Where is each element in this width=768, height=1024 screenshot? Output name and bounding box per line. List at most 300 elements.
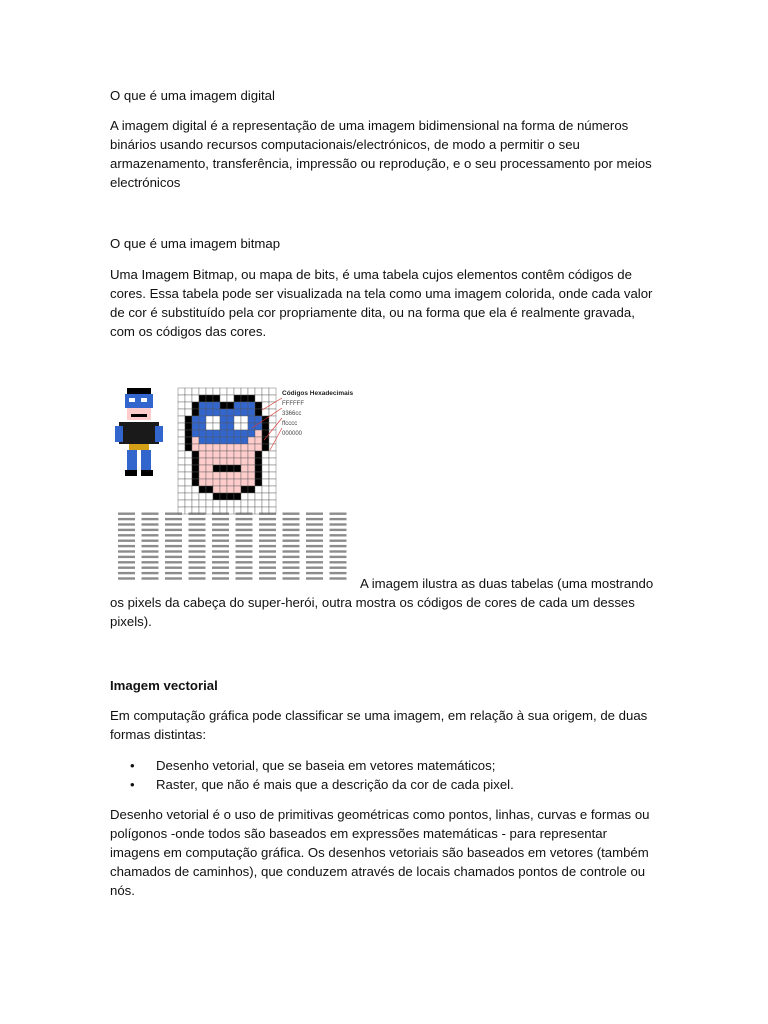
pixel-cell bbox=[262, 423, 269, 430]
pixel-cell bbox=[262, 493, 269, 500]
pixel-cell bbox=[220, 458, 227, 465]
pixel-cell bbox=[241, 409, 248, 416]
pixel-cell bbox=[192, 493, 199, 500]
pixel-cell bbox=[241, 395, 248, 402]
hex-cell bbox=[236, 529, 253, 531]
pixel-cell bbox=[262, 409, 269, 416]
pixel-cell bbox=[178, 402, 185, 409]
bitmap-figure bbox=[110, 385, 360, 587]
pixel-cell bbox=[269, 500, 276, 507]
bullet-icon: • bbox=[130, 758, 135, 773]
pixel-cell bbox=[248, 444, 255, 451]
hex-cell bbox=[118, 545, 135, 547]
hex-cell bbox=[212, 529, 229, 531]
hex-cell bbox=[306, 550, 323, 552]
hex-cell bbox=[283, 567, 300, 569]
hex-cell bbox=[189, 529, 206, 531]
pixel-cell bbox=[227, 444, 234, 451]
hex-cell bbox=[306, 561, 323, 563]
pixel-cell bbox=[227, 395, 234, 402]
pixel-cell bbox=[199, 458, 206, 465]
paragraph-digital-image: A imagem digital é a representação de uma imagem bidimensional na forma de números binários usando recursos computacionais/electrónicos, de modo a permitir o seu armazenamento, transferência, impressão ou reprodução, e o seu processamento por meios electrónicos bbox=[110, 118, 652, 190]
pixel-cell bbox=[241, 402, 248, 409]
pixel-cell bbox=[255, 465, 262, 472]
pixel-cell bbox=[178, 444, 185, 451]
hex-cell bbox=[236, 567, 253, 569]
pixel-cell bbox=[248, 416, 255, 423]
pixel-cell bbox=[248, 493, 255, 500]
pixel-cell bbox=[192, 444, 199, 451]
hex-cell bbox=[330, 561, 347, 563]
hex-cell bbox=[165, 513, 182, 515]
pixel-cell bbox=[220, 472, 227, 479]
pixel-cell bbox=[269, 472, 276, 479]
pixel-cell bbox=[255, 437, 262, 444]
pixel-cell bbox=[227, 437, 234, 444]
pixel-cell bbox=[178, 465, 185, 472]
pixel-cell bbox=[262, 444, 269, 451]
pixel-cell bbox=[262, 395, 269, 402]
pixel-cell bbox=[178, 416, 185, 423]
pixel-cell bbox=[227, 451, 234, 458]
pixel-cell bbox=[213, 395, 220, 402]
pixel-cell bbox=[192, 402, 199, 409]
pixel-cell bbox=[269, 395, 276, 402]
pixel-cell bbox=[185, 437, 192, 444]
pixel-cell bbox=[234, 444, 241, 451]
pixel-cell bbox=[185, 493, 192, 500]
pixel-cell bbox=[220, 416, 227, 423]
pixel-cell bbox=[220, 465, 227, 472]
heading-digital-image: O que é uma imagem digital bbox=[110, 88, 275, 103]
pixel-cell bbox=[220, 500, 227, 507]
pixel-cell bbox=[178, 472, 185, 479]
pixel-cell bbox=[227, 472, 234, 479]
hex-cell bbox=[165, 561, 182, 563]
hex-cell bbox=[259, 534, 276, 536]
pixel-cell bbox=[241, 388, 248, 395]
pixel-cell bbox=[234, 388, 241, 395]
pixel-cell bbox=[255, 444, 262, 451]
pixel-cell bbox=[255, 409, 262, 416]
pixel-cell bbox=[178, 493, 185, 500]
pixel-cell bbox=[227, 493, 234, 500]
hex-cell bbox=[306, 556, 323, 558]
hex-cell bbox=[283, 529, 300, 531]
bullet-icon: • bbox=[130, 777, 135, 792]
hex-cell bbox=[330, 540, 347, 542]
hex-cell bbox=[118, 534, 135, 536]
legend-title: Códigos Hexadecimais bbox=[282, 390, 354, 397]
pixel-cell bbox=[248, 472, 255, 479]
hex-cell bbox=[283, 523, 300, 525]
hex-cell bbox=[212, 550, 229, 552]
pixel-cell bbox=[234, 402, 241, 409]
legend-code-2: 3366cc bbox=[282, 411, 302, 417]
pixel-cell bbox=[248, 395, 255, 402]
pixel-cell bbox=[255, 500, 262, 507]
pixel-cell bbox=[206, 472, 213, 479]
pixel-cell bbox=[234, 479, 241, 486]
pixel-cell bbox=[192, 472, 199, 479]
hex-cell bbox=[236, 556, 253, 558]
legend-code-4: 000000 bbox=[282, 431, 303, 437]
pixel-cell bbox=[206, 409, 213, 416]
pixel-cell bbox=[234, 493, 241, 500]
hex-cell bbox=[259, 523, 276, 525]
pixel-cell bbox=[206, 451, 213, 458]
pixel-cell bbox=[220, 395, 227, 402]
pixel-cell bbox=[192, 465, 199, 472]
pixel-cell bbox=[206, 430, 213, 437]
pixel-cell bbox=[185, 395, 192, 402]
hex-cell bbox=[189, 534, 206, 536]
hex-cell bbox=[259, 567, 276, 569]
pixel-cell bbox=[213, 465, 220, 472]
pixel-cell bbox=[185, 430, 192, 437]
pixel-cell bbox=[206, 507, 213, 514]
hex-cell bbox=[165, 518, 182, 520]
pixel-cell bbox=[185, 416, 192, 423]
pixel-cell bbox=[262, 500, 269, 507]
pixel-cell bbox=[192, 486, 199, 493]
pixel-cell bbox=[262, 465, 269, 472]
pixel-cell bbox=[192, 451, 199, 458]
hex-cell bbox=[189, 556, 206, 558]
pixel-cell bbox=[262, 451, 269, 458]
hex-cell bbox=[330, 529, 347, 531]
pixel-cell bbox=[192, 458, 199, 465]
hex-cell bbox=[165, 523, 182, 525]
pixel-cell bbox=[213, 430, 220, 437]
pixel-cell bbox=[185, 409, 192, 416]
pixel-cell bbox=[192, 409, 199, 416]
hex-cell bbox=[259, 550, 276, 552]
hex-cell bbox=[142, 518, 159, 520]
pixel-cell bbox=[206, 479, 213, 486]
pixel-cell bbox=[255, 395, 262, 402]
hex-cell bbox=[259, 556, 276, 558]
hex-cell bbox=[212, 545, 229, 547]
pixel-cell bbox=[234, 486, 241, 493]
hex-cell bbox=[259, 540, 276, 542]
hex-cell bbox=[212, 556, 229, 558]
pixel-cell bbox=[220, 423, 227, 430]
pixel-cell bbox=[213, 486, 220, 493]
pixel-cell bbox=[255, 430, 262, 437]
pixel-cell bbox=[213, 409, 220, 416]
pixel-cell bbox=[185, 402, 192, 409]
pixel-cell bbox=[192, 430, 199, 437]
hex-cell bbox=[236, 561, 253, 563]
hex-cell bbox=[118, 550, 135, 552]
pixel-cell bbox=[213, 500, 220, 507]
paragraph-vector-definition: Desenho vetorial é o uso de primitivas geométricas como pontos, linhas, curvas e formas ou polígonos -onde todos são baseados em expressões matemáticas - para representar imagens em computação gráfica. Os desenhos vetoriais são baseados em vetores (também chamados de caminhos), que conduzem através de locais chamados pontos de controle ou nós. bbox=[110, 807, 650, 898]
pixel-cell bbox=[199, 479, 206, 486]
pixel-cell bbox=[213, 388, 220, 395]
pixel-cell bbox=[248, 388, 255, 395]
pixel-cell bbox=[178, 479, 185, 486]
hex-cell bbox=[142, 529, 159, 531]
pixel-cell bbox=[262, 430, 269, 437]
hex-cell bbox=[283, 540, 300, 542]
hex-cell bbox=[165, 540, 182, 542]
hex-cell bbox=[189, 540, 206, 542]
hex-cell bbox=[283, 513, 300, 515]
pixel-cell bbox=[199, 402, 206, 409]
pixel-cell bbox=[248, 500, 255, 507]
pixel-cell bbox=[234, 423, 241, 430]
hex-cell bbox=[165, 545, 182, 547]
hex-cell bbox=[118, 529, 135, 531]
pixel-cell bbox=[241, 486, 248, 493]
hex-cell bbox=[330, 518, 347, 520]
pixel-cell bbox=[269, 479, 276, 486]
figure-caption-block bbox=[110, 574, 660, 631]
pixel-cell bbox=[227, 486, 234, 493]
pixel-cell bbox=[220, 402, 227, 409]
hex-cell bbox=[306, 518, 323, 520]
pixel-cell bbox=[199, 451, 206, 458]
pixel-cell bbox=[206, 395, 213, 402]
pixel-cell bbox=[262, 486, 269, 493]
hex-cell bbox=[259, 518, 276, 520]
pixel-cell bbox=[220, 493, 227, 500]
hex-cell bbox=[212, 567, 229, 569]
pixel-cell bbox=[199, 444, 206, 451]
list-item: • Raster, que não é mais que a descrição da cor de cada pixel. bbox=[130, 777, 514, 792]
pixel-cell bbox=[185, 465, 192, 472]
pixel-cell bbox=[206, 388, 213, 395]
pixel-cell bbox=[178, 458, 185, 465]
pixel-cell bbox=[206, 500, 213, 507]
hex-cell bbox=[165, 529, 182, 531]
pixel-cell bbox=[185, 388, 192, 395]
pixel-cell bbox=[213, 416, 220, 423]
pixel-cell bbox=[192, 500, 199, 507]
pixel-cell bbox=[178, 486, 185, 493]
pixel-cell bbox=[206, 486, 213, 493]
legend-code-3: ffcccc bbox=[282, 421, 298, 427]
hex-cell bbox=[236, 518, 253, 520]
pixel-cell bbox=[199, 423, 206, 430]
pixel-cell bbox=[192, 423, 199, 430]
hex-cell bbox=[283, 556, 300, 558]
pixel-cell bbox=[185, 479, 192, 486]
hex-cell bbox=[165, 534, 182, 536]
hex-cell bbox=[306, 540, 323, 542]
hex-cell bbox=[212, 518, 229, 520]
pixel-cell bbox=[255, 458, 262, 465]
bitmap-figure-svg bbox=[110, 385, 360, 587]
hex-cell bbox=[189, 561, 206, 563]
hex-cell bbox=[142, 556, 159, 558]
pixel-cell bbox=[220, 430, 227, 437]
pixel-cell bbox=[213, 437, 220, 444]
pixel-cell bbox=[255, 472, 262, 479]
pixel-cell bbox=[192, 395, 199, 402]
hex-cell bbox=[236, 513, 253, 515]
hex-cell bbox=[212, 523, 229, 525]
heading-bitmap: O que é uma imagem bitmap bbox=[110, 236, 281, 251]
pixel-cell bbox=[178, 423, 185, 430]
hex-cell bbox=[236, 545, 253, 547]
hex-cell bbox=[142, 545, 159, 547]
pixel-cell bbox=[213, 493, 220, 500]
pixel-cell bbox=[185, 472, 192, 479]
pixel-cell bbox=[269, 465, 276, 472]
pixel-grid bbox=[178, 388, 276, 514]
pixel-cell bbox=[241, 416, 248, 423]
pixel-cell bbox=[269, 416, 276, 423]
pixel-cell bbox=[206, 437, 213, 444]
pixel-cell bbox=[234, 395, 241, 402]
pixel-cell bbox=[220, 388, 227, 395]
hex-cell bbox=[306, 545, 323, 547]
pixel-cell bbox=[227, 430, 234, 437]
pixel-cell bbox=[255, 423, 262, 430]
pixel-cell bbox=[234, 437, 241, 444]
pixel-cell bbox=[227, 409, 234, 416]
pixel-cell bbox=[185, 486, 192, 493]
pixel-cell bbox=[255, 479, 262, 486]
pixel-cell bbox=[185, 423, 192, 430]
pixel-cell bbox=[213, 479, 220, 486]
pixel-cell bbox=[206, 493, 213, 500]
pixel-cell bbox=[255, 388, 262, 395]
pixel-cell bbox=[213, 402, 220, 409]
pixel-cell bbox=[234, 430, 241, 437]
pixel-cell bbox=[255, 493, 262, 500]
legend-code-1: FFFFFF bbox=[282, 401, 304, 407]
pixel-cell bbox=[234, 416, 241, 423]
pixel-cell bbox=[220, 451, 227, 458]
hex-cell bbox=[142, 540, 159, 542]
pixel-cell bbox=[192, 388, 199, 395]
pixel-cell bbox=[206, 465, 213, 472]
pixel-cell bbox=[234, 458, 241, 465]
pixel-cell bbox=[199, 493, 206, 500]
pixel-cell bbox=[185, 458, 192, 465]
pixel-cell bbox=[220, 444, 227, 451]
pixel-cell bbox=[220, 409, 227, 416]
pixel-cell bbox=[220, 479, 227, 486]
hex-cell bbox=[118, 518, 135, 520]
hex-cell bbox=[283, 561, 300, 563]
pixel-cell bbox=[192, 437, 199, 444]
pixel-cell bbox=[241, 444, 248, 451]
pixel-cell bbox=[199, 465, 206, 472]
pixel-cell bbox=[220, 486, 227, 493]
hex-cell bbox=[165, 556, 182, 558]
hex-cell bbox=[212, 561, 229, 563]
hex-cell bbox=[236, 540, 253, 542]
pixel-cell bbox=[241, 479, 248, 486]
hex-cell bbox=[259, 513, 276, 515]
pixel-cell bbox=[178, 430, 185, 437]
pixel-cell bbox=[227, 479, 234, 486]
hex-cell bbox=[283, 518, 300, 520]
pixel-cell bbox=[185, 500, 192, 507]
hex-cell bbox=[259, 529, 276, 531]
pixel-cell bbox=[234, 409, 241, 416]
pixel-cell bbox=[234, 465, 241, 472]
hex-cell bbox=[236, 523, 253, 525]
pixel-cell bbox=[199, 388, 206, 395]
pixel-cell bbox=[248, 465, 255, 472]
pixel-cell bbox=[178, 437, 185, 444]
pixel-cell bbox=[178, 500, 185, 507]
pixel-cell bbox=[262, 388, 269, 395]
hex-cell bbox=[165, 567, 182, 569]
pixel-cell bbox=[227, 416, 234, 423]
hex-cell bbox=[330, 550, 347, 552]
hex-cell bbox=[306, 534, 323, 536]
pixel-cell bbox=[213, 458, 220, 465]
pixel-cell bbox=[234, 500, 241, 507]
pixel-cell bbox=[199, 500, 206, 507]
hex-cell bbox=[330, 513, 347, 515]
pixel-cell bbox=[262, 479, 269, 486]
pixel-cell bbox=[213, 423, 220, 430]
hex-cell bbox=[189, 567, 206, 569]
pixel-cell bbox=[269, 486, 276, 493]
pixel-cell bbox=[213, 451, 220, 458]
pixel-cell bbox=[227, 458, 234, 465]
hex-cell bbox=[165, 550, 182, 552]
pixel-cell bbox=[241, 500, 248, 507]
hex-cell bbox=[212, 540, 229, 542]
hex-cell bbox=[306, 529, 323, 531]
pixel-cell bbox=[199, 437, 206, 444]
paragraph-bitmap: Uma Imagem Bitmap, ou mapa de bits, é uma tabela cujos elementos contêm códigos de cores. Essa tabela pode ser visualizada na tela como uma imagem colorida, onde cada valor de cor é substituído pela cor propriamente dita, ou na forma que ela é realmente gravada, com os códigos das cores. bbox=[110, 267, 653, 339]
hex-cell bbox=[118, 567, 135, 569]
hex-cell bbox=[236, 550, 253, 552]
pixel-cell bbox=[199, 472, 206, 479]
pixel-cell bbox=[227, 465, 234, 472]
pixel-cell bbox=[262, 472, 269, 479]
hex-cell bbox=[259, 561, 276, 563]
hex-cell bbox=[330, 534, 347, 536]
pixel-cell bbox=[220, 437, 227, 444]
hex-cell bbox=[330, 556, 347, 558]
pixel-cell bbox=[199, 486, 206, 493]
pixel-cell bbox=[255, 451, 262, 458]
hex-cell bbox=[142, 513, 159, 515]
pixel-cell bbox=[199, 416, 206, 423]
hex-cell bbox=[330, 567, 347, 569]
pixel-cell bbox=[255, 486, 262, 493]
hex-cell bbox=[118, 513, 135, 515]
pixel-cell bbox=[185, 451, 192, 458]
hex-cell bbox=[189, 513, 206, 515]
hex-cell bbox=[306, 567, 323, 569]
list-item: • Desenho vetorial, que se baseia em vetores matemáticos; bbox=[130, 758, 496, 773]
pixel-cell bbox=[192, 416, 199, 423]
hex-cell bbox=[142, 534, 159, 536]
hex-cell bbox=[118, 561, 135, 563]
hex-cell bbox=[118, 523, 135, 525]
pixel-cell bbox=[248, 486, 255, 493]
pixel-cell bbox=[199, 409, 206, 416]
pixel-cell bbox=[269, 493, 276, 500]
hex-cell bbox=[306, 513, 323, 515]
hex-cell bbox=[212, 534, 229, 536]
hex-cell bbox=[330, 545, 347, 547]
pixel-cell bbox=[269, 458, 276, 465]
figure-caption: A imagem ilustra as duas tabelas (uma mostrando os pixels da cabeça do super-herói, outra mostra os códigos de cores de cada um desses pixels). bbox=[110, 576, 654, 629]
pixel-cell bbox=[248, 430, 255, 437]
